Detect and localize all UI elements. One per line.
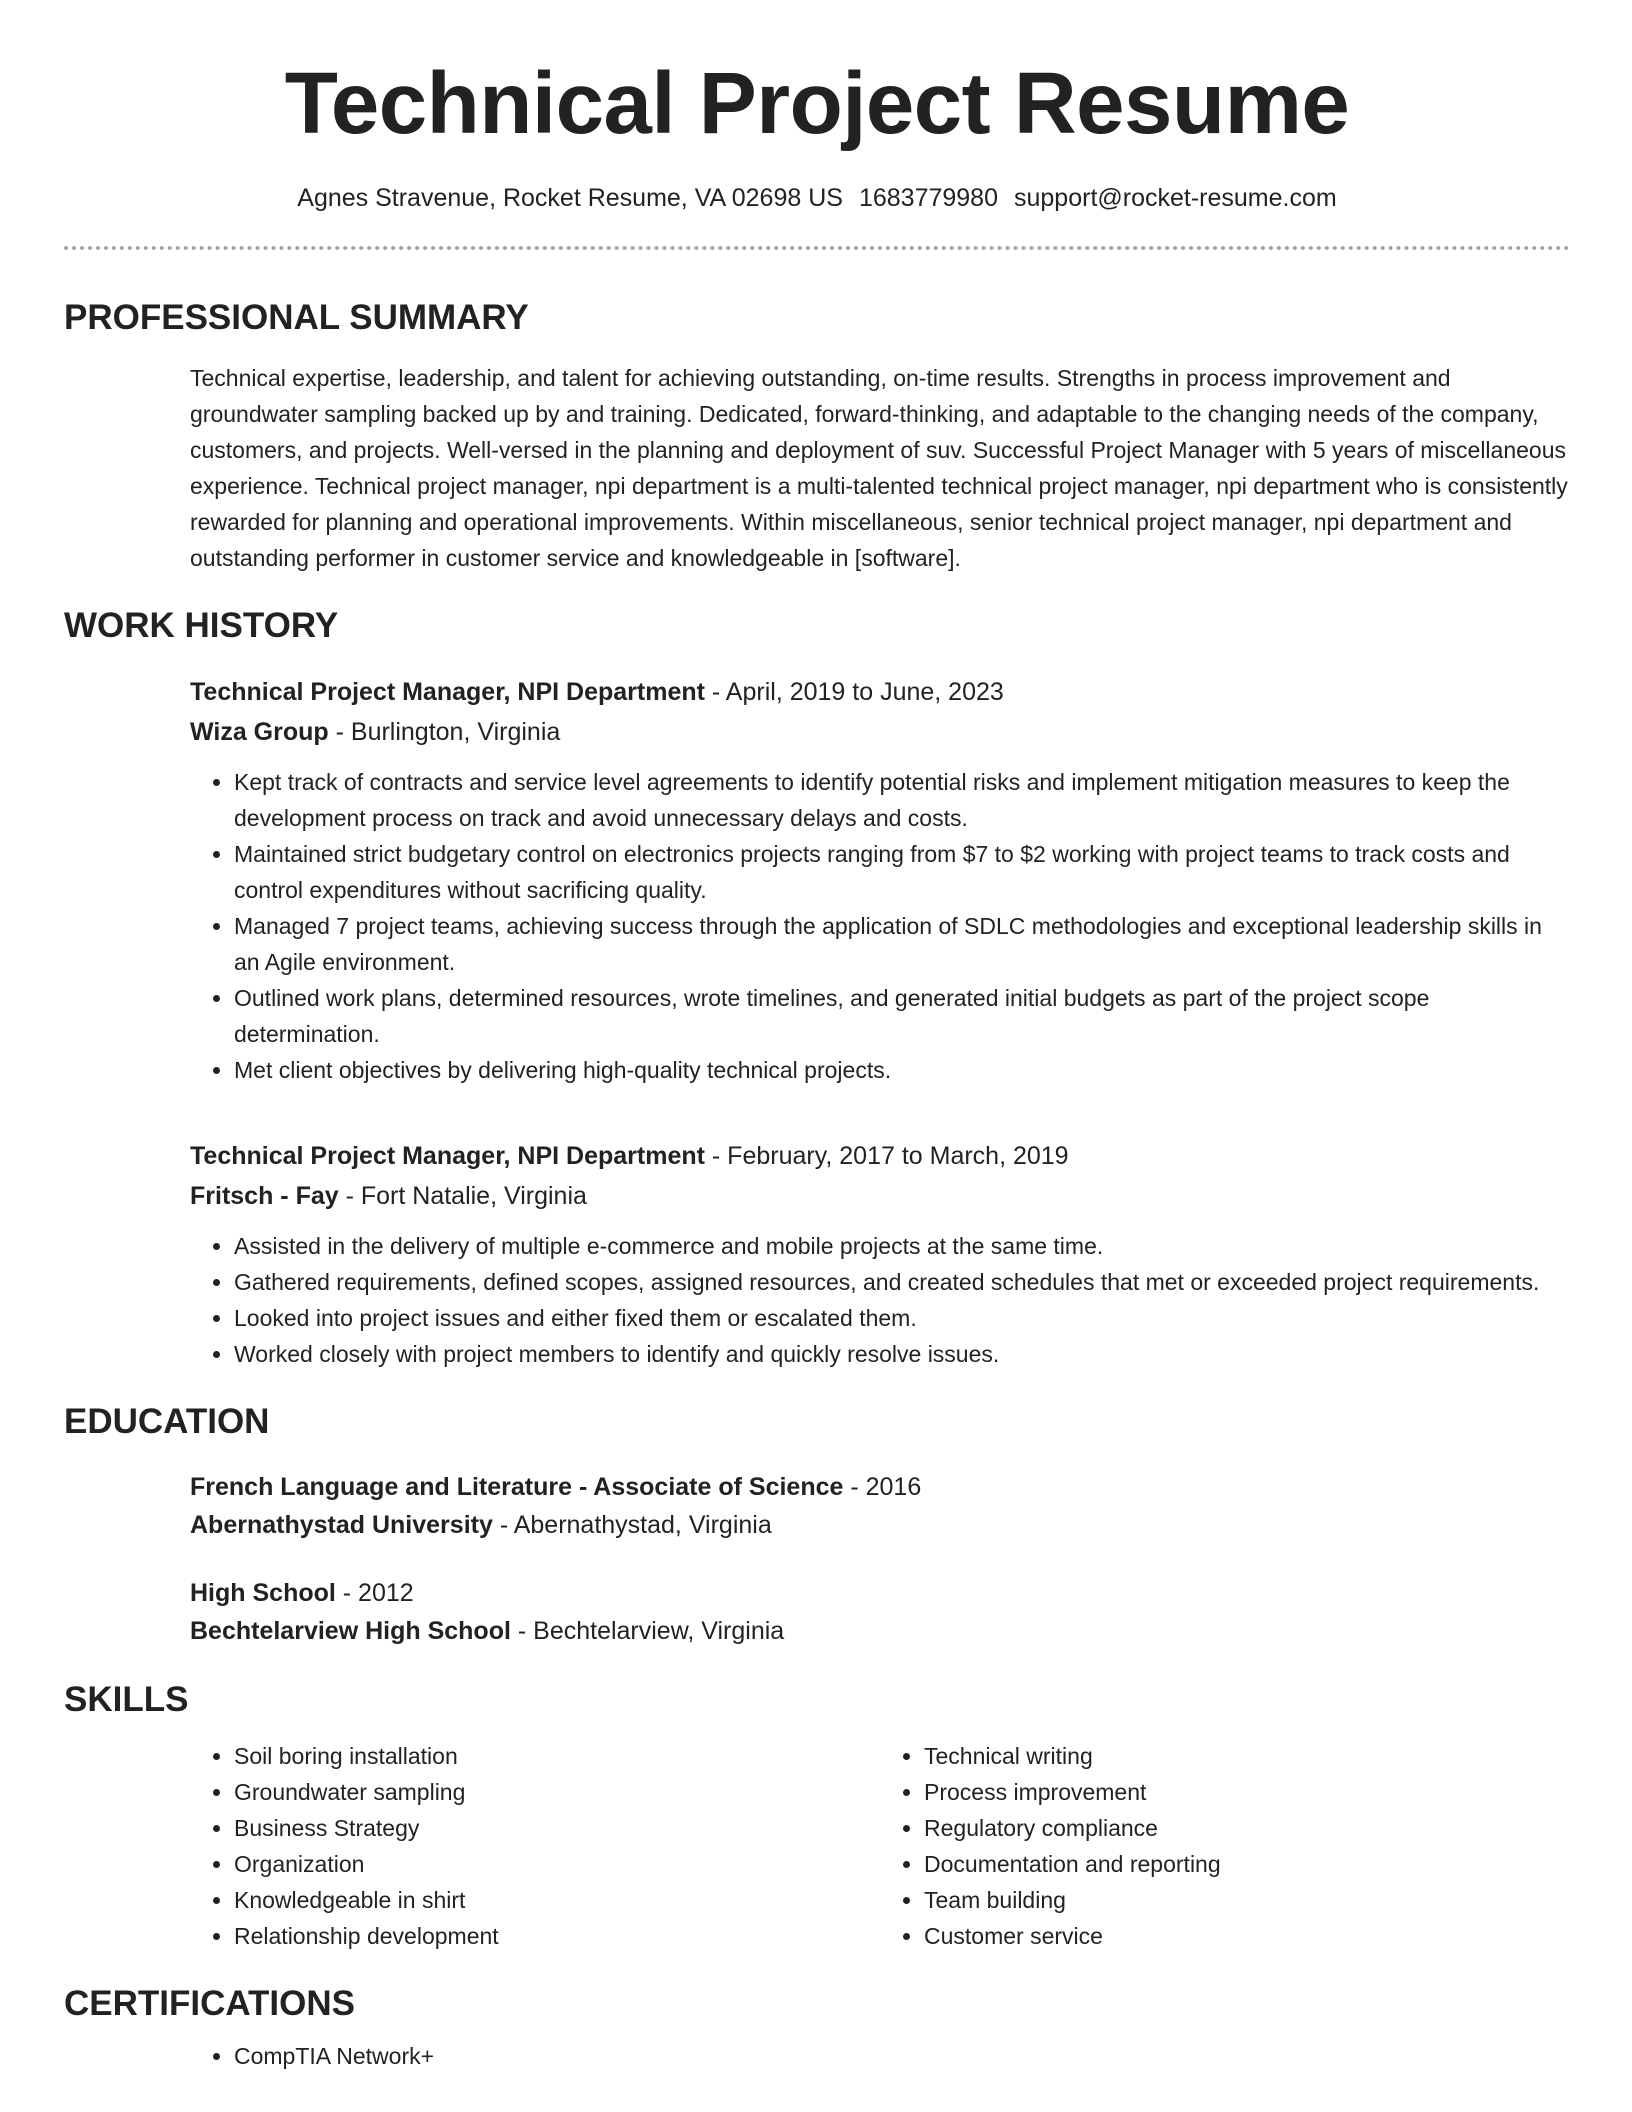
skill-item: • Soil boring installation bbox=[234, 1738, 880, 1774]
job-bullet: • Assisted in the delivery of multiple e-commerce and mobile projects at the same time. bbox=[234, 1228, 1570, 1264]
education-school-line bbox=[190, 1506, 1570, 1544]
education-degree-line bbox=[190, 1574, 1570, 1612]
job-bullet-list bbox=[190, 1228, 1570, 1372]
job-company-line bbox=[190, 1176, 1570, 1216]
skills-list-left bbox=[190, 1738, 880, 1954]
skill-item: • Process improvement bbox=[924, 1774, 1570, 1810]
job-bullet: • Outlined work plans, determined resources, wrote timelines, and generated initial budgets as part of the project scope determination. bbox=[234, 980, 1570, 1052]
skill-item: • Knowledgeable in shirt bbox=[234, 1882, 880, 1918]
certifications-list bbox=[190, 2038, 1570, 2074]
skill-item: • Organization bbox=[234, 1846, 880, 1882]
job-company: Wiza Group bbox=[190, 718, 329, 746]
education-list bbox=[190, 1468, 1570, 1650]
skill-item: • Relationship development bbox=[234, 1918, 880, 1954]
contact-address: Agnes Stravenue, Rocket Resume, VA 02698 US bbox=[297, 184, 843, 212]
skill-item: • Groundwater sampling bbox=[234, 1774, 880, 1810]
education-school: Bechtelarview High School bbox=[190, 1617, 511, 1645]
education-entry bbox=[190, 1468, 1570, 1544]
contact-line bbox=[64, 182, 1570, 214]
skill-item: • Technical writing bbox=[924, 1738, 1570, 1774]
education-degree-line bbox=[190, 1468, 1570, 1506]
job-title: Technical Project Manager, NPI Department bbox=[190, 678, 705, 706]
job-bullet: • Met client objectives by delivering high-quality technical projects. bbox=[234, 1052, 1570, 1088]
education-school: Abernathystad University bbox=[190, 1511, 493, 1539]
education-entry bbox=[190, 1574, 1570, 1650]
resume-title: Technical Project Resume bbox=[284, 55, 1350, 152]
contact-email: support@rocket-resume.com bbox=[1014, 184, 1337, 212]
education-degree: High School bbox=[190, 1579, 336, 1607]
job-dates: - February, 2017 to March, 2019 bbox=[704, 1142, 1069, 1170]
summary-text: Technical expertise, leadership, and talent for achieving outstanding, on-time results. Strengths in process improvement and groundwater sampling backed up by and training. Dedicated, forward-thinking, and adaptable to the changing needs of the company, customers, and projects. Well-versed in the planning and deployment of suv. Successful Project Manager with 5 years of miscellaneous experience. Technical project manager, npi department is a multi-talented technical project manager, npi department who is consistently rewarded for planning and operational improvements. Within miscellaneous, senior technical project manager, npi department and outstanding performer in customer service and knowledgeable in [software]. bbox=[190, 365, 1568, 571]
education-year: - 2012 bbox=[335, 1579, 414, 1607]
job-bullet-list bbox=[190, 764, 1570, 1088]
job-company-line bbox=[190, 712, 1570, 752]
skills-grid bbox=[190, 1738, 1570, 1954]
skill-item: • Customer service bbox=[924, 1918, 1570, 1954]
job-location: - Fort Natalie, Virginia bbox=[338, 1182, 587, 1210]
job-location: - Burlington, Virginia bbox=[328, 718, 561, 746]
job-bullet: • Gathered requirements, defined scopes, assigned resources, and created schedules that met or exceeded project requirements. bbox=[234, 1264, 1570, 1300]
skill-item: • Documentation and reporting bbox=[924, 1846, 1570, 1882]
job-entry bbox=[190, 672, 1570, 1088]
contact-phone: 1683779980 bbox=[858, 184, 998, 212]
skills-list-right bbox=[880, 1738, 1570, 1954]
skills-heading: SKILLS bbox=[64, 1680, 189, 1719]
job-bullet: • Managed 7 project teams, achieving success through the application of SDLC methodologies and exceptional leadership skills in an Agile environment. bbox=[234, 908, 1570, 980]
skill-item: • Business Strategy bbox=[234, 1810, 880, 1846]
job-title-line bbox=[190, 1136, 1570, 1176]
skill-item: • Team building bbox=[924, 1882, 1570, 1918]
job-bullet: • Looked into project issues and either fixed them or escalated them. bbox=[234, 1300, 1570, 1336]
work-history-heading: WORK HISTORY bbox=[64, 606, 339, 645]
job-title: Technical Project Manager, NPI Department bbox=[190, 1142, 705, 1170]
job-bullet: • Maintained strict budgetary control on electronics projects ranging from $7 to $2 working with project teams to track costs and control expenditures without sacrificing quality. bbox=[234, 836, 1570, 908]
education-location: - Bechtelarview, Virginia bbox=[510, 1617, 785, 1645]
resume-page bbox=[64, 0, 1570, 2074]
job-entry bbox=[190, 1136, 1570, 1372]
certification-item: • CompTIA Network+ bbox=[234, 2038, 1570, 2074]
summary-heading: PROFESSIONAL SUMMARY bbox=[64, 298, 529, 337]
education-year: - 2016 bbox=[843, 1473, 922, 1501]
education-heading: EDUCATION bbox=[64, 1402, 270, 1441]
job-company: Fritsch - Fay bbox=[190, 1182, 339, 1210]
certifications-heading: CERTIFICATIONS bbox=[64, 1984, 356, 2023]
education-degree: French Language and Literature - Associate of Science bbox=[190, 1473, 844, 1501]
job-title-line bbox=[190, 672, 1570, 712]
education-location: - Abernathystad, Virginia bbox=[492, 1511, 772, 1539]
skill-item: • Regulatory compliance bbox=[924, 1810, 1570, 1846]
education-school-line bbox=[190, 1612, 1570, 1650]
job-bullet: • Kept track of contracts and service level agreements to identify potential risks and implement mitigation measures to keep the development process on track and avoid unnecessary delays and costs. bbox=[234, 764, 1570, 836]
job-dates: - April, 2019 to June, 2023 bbox=[704, 678, 1004, 706]
work-history-list bbox=[190, 672, 1570, 1372]
header-divider bbox=[64, 246, 1570, 250]
job-bullet: • Worked closely with project members to identify and quickly resolve issues. bbox=[234, 1336, 1570, 1372]
